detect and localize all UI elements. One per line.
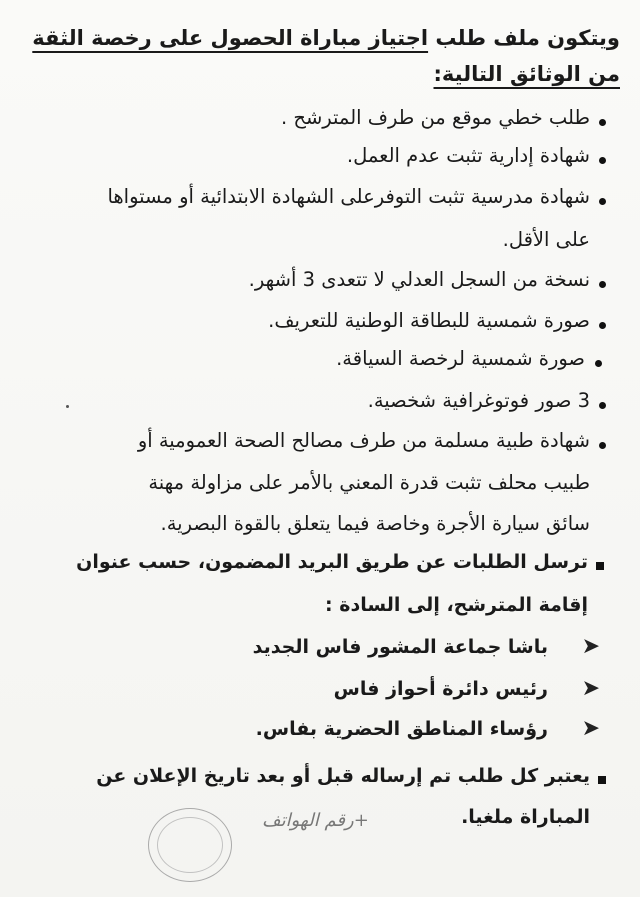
bullet <box>599 402 606 409</box>
doc-item-6: صورة شمسية لرخصة السياقة. <box>336 347 585 370</box>
recipient-2: رئيس دائرة أحواز فاس <box>333 678 548 700</box>
sending-line-1: ترسل الطلبات عن طريق البريد المضمون، حسب عنوان <box>76 551 588 573</box>
doc-item-8: شهادة طبية مسلمة من طرف مصالح الصحة العمومية أو <box>137 429 590 452</box>
bullet <box>599 281 606 288</box>
note-line-2: المباراة ملغيا. <box>461 806 590 828</box>
heading-intro: ويتكون ملف طلب <box>428 26 620 50</box>
heading-title: اجتياز مباراة الحصول على رخصة الثقة <box>32 26 429 50</box>
sending-line-2: إقامة المترشح، إلى السادة : <box>325 594 588 616</box>
note-line-1: يعتبر كل طلب تم إرساله قبل أو بعد تاريخ الإعلان عن <box>96 765 590 787</box>
heading-line-2 <box>30 56 620 92</box>
doc-item-5: صورة شمسية للبطاقة الوطنية للتعريف. <box>268 309 590 332</box>
bullet <box>599 157 606 164</box>
bullet <box>599 198 606 205</box>
doc-item-7: 3 صور فوتوغرافية شخصية. <box>367 389 590 412</box>
handwritten-note: +رقم الهواتف <box>262 810 369 831</box>
doc-item-8-cont-1: طبيب محلف تثبت قدرة المعني بالأمر على مزاولة مهنة <box>148 471 590 494</box>
square-bullet <box>596 562 604 570</box>
heading <box>30 20 620 92</box>
doc-item-3: شهادة مدرسية تثبت التوفرعلى الشهادة الابتدائية أو مستواها <box>107 185 590 208</box>
speck <box>66 405 69 408</box>
square-bullet <box>598 776 606 784</box>
bullet <box>595 360 602 367</box>
arrow-icon: ➤ <box>581 716 600 741</box>
recipient-1: باشا جماعة المشور فاس الجديد <box>252 636 548 658</box>
bullet <box>599 442 606 449</box>
doc-item-3-cont: على الأقل. <box>502 228 590 251</box>
doc-item-4: نسخة من السجل العدلي لا تتعدى 3 أشهر. <box>248 268 590 291</box>
doc-item-1: طلب خطي موقع من طرف المترشح . <box>280 106 590 129</box>
arrow-icon: ➤ <box>581 634 600 659</box>
stamp <box>148 808 232 882</box>
recipient-3: رؤساء المناطق الحضرية بفاس. <box>255 718 548 740</box>
heading-line-1 <box>30 20 620 56</box>
heading-subtitle: من الوثائق التالية: <box>433 62 620 86</box>
arrow-icon: ➤ <box>581 676 600 701</box>
doc-item-8-cont-2: سائق سيارة الأجرة وخاصة فيما يتعلق بالقوة البصرية. <box>160 512 590 535</box>
bullet <box>599 322 606 329</box>
doc-item-2: شهادة إدارية تثبت عدم العمل. <box>346 144 590 167</box>
bullet <box>599 119 606 126</box>
